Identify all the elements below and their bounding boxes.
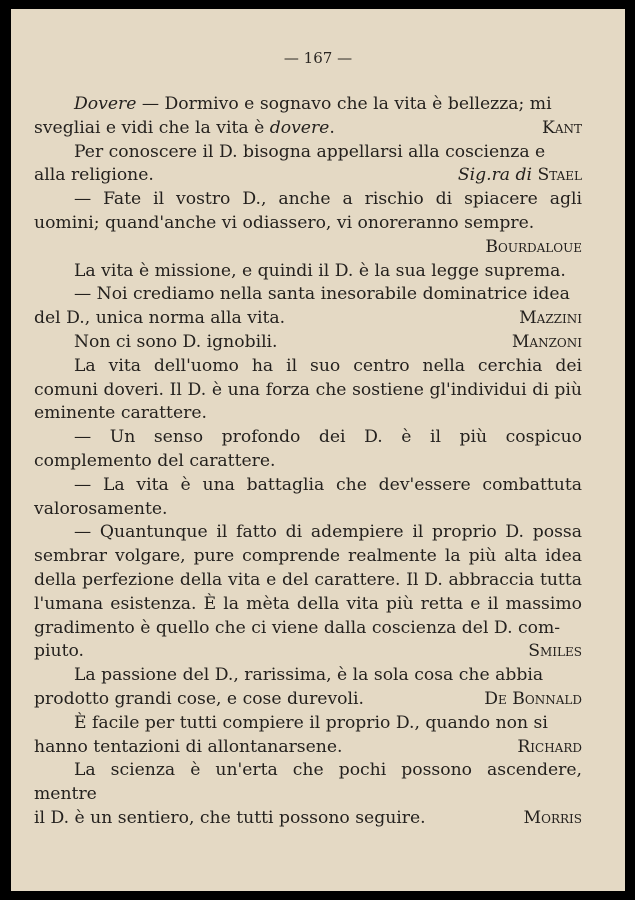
quote-paragraph: — Noi crediamo nella santa inesorabile dominatrice idea xyxy=(74,284,570,305)
author-attribution: Kant xyxy=(541,117,582,138)
quote-paragraph: La passione del D., rarissima, è la sola cosa che abbia xyxy=(74,665,544,686)
author-attribution: Sig.ra di Stael xyxy=(457,165,582,186)
quote-paragraph: — Quantunque il fatto di adempiere il proprio D. possa sembrar volgare, pure comprende realmente la più alta idea della perfezione della vita e del carattere. Il D. abbraccia tutta l'umana esistenza. È la mèta della vita più retta e il massimo gradimento è quello che ci viene dalla coscienza del D. com- xyxy=(34,522,582,638)
quote-last-line: del D., unica norma alla vita. Mazzini xyxy=(34,307,582,331)
page-body xyxy=(34,93,582,831)
quote-paragraph: — Fate il vostro D., anche a rischio di spiacere agli uomini; quand'anche vi odiassero, vi onoreranno sempre. xyxy=(34,189,582,233)
author-attribution: Manzoni xyxy=(511,331,582,352)
quote-paragraph: — Un senso profondo dei D. è il più cospicuo complemento del carattere. xyxy=(34,427,582,471)
quote-last-line: svegliai e vidi che la vita è dovere. Kant xyxy=(34,117,582,141)
entry-heading: Dovere xyxy=(74,94,137,114)
quote-paragraph: — La vita è una battaglia che dev'essere combattuta valorosamente. xyxy=(34,474,582,519)
author-attribution: Richard xyxy=(517,736,582,757)
quote-last-line: alla religione. Sig.ra di Stael xyxy=(34,164,582,188)
quote-last-line: piuto. Smiles xyxy=(34,640,582,664)
quote-paragraph: Dovere — Dormivo e sognavo che la vita è bellezza; mi xyxy=(74,94,552,114)
quote-paragraph: Per conoscere il D. bisogna appellarsi alla coscienza e xyxy=(74,141,546,162)
page-number: — 167 — xyxy=(283,49,353,67)
quote-last-line: prodotto grandi cose, e cose durevoli. De Bonnald xyxy=(34,688,582,712)
author-attribution: Mazzini xyxy=(519,308,582,329)
quote-last-line: il D. è un sentiero, che tutti possono seguire. Morris xyxy=(34,807,582,831)
author-attribution: Morris xyxy=(523,807,582,828)
book-page xyxy=(11,9,625,891)
author-attribution: De Bonnald xyxy=(484,688,582,709)
quote-last-line: Non ci sono D. ignobili. Manzoni xyxy=(34,331,582,355)
quote-paragraph: La scienza è un'erta che pochi possono ascendere, mentre xyxy=(34,760,582,805)
quote-paragraph: La vita è missione, e quindi il D. è la sua legge suprema. xyxy=(74,260,566,281)
quote-last-line: hanno tentazioni di allontanarsene. Richard xyxy=(34,736,582,760)
author-attribution: Smiles xyxy=(528,641,582,662)
quote-paragraph: La vita dell'uomo ha il suo centro nella cerchia dei comuni doveri. Il D. è una forza che sostiene gl'individui di più eminente carattere. xyxy=(34,355,582,424)
quote-paragraph: È facile per tutti compiere il proprio D., quando non si xyxy=(74,712,548,733)
author-attribution: Bourdaloue xyxy=(485,236,582,257)
